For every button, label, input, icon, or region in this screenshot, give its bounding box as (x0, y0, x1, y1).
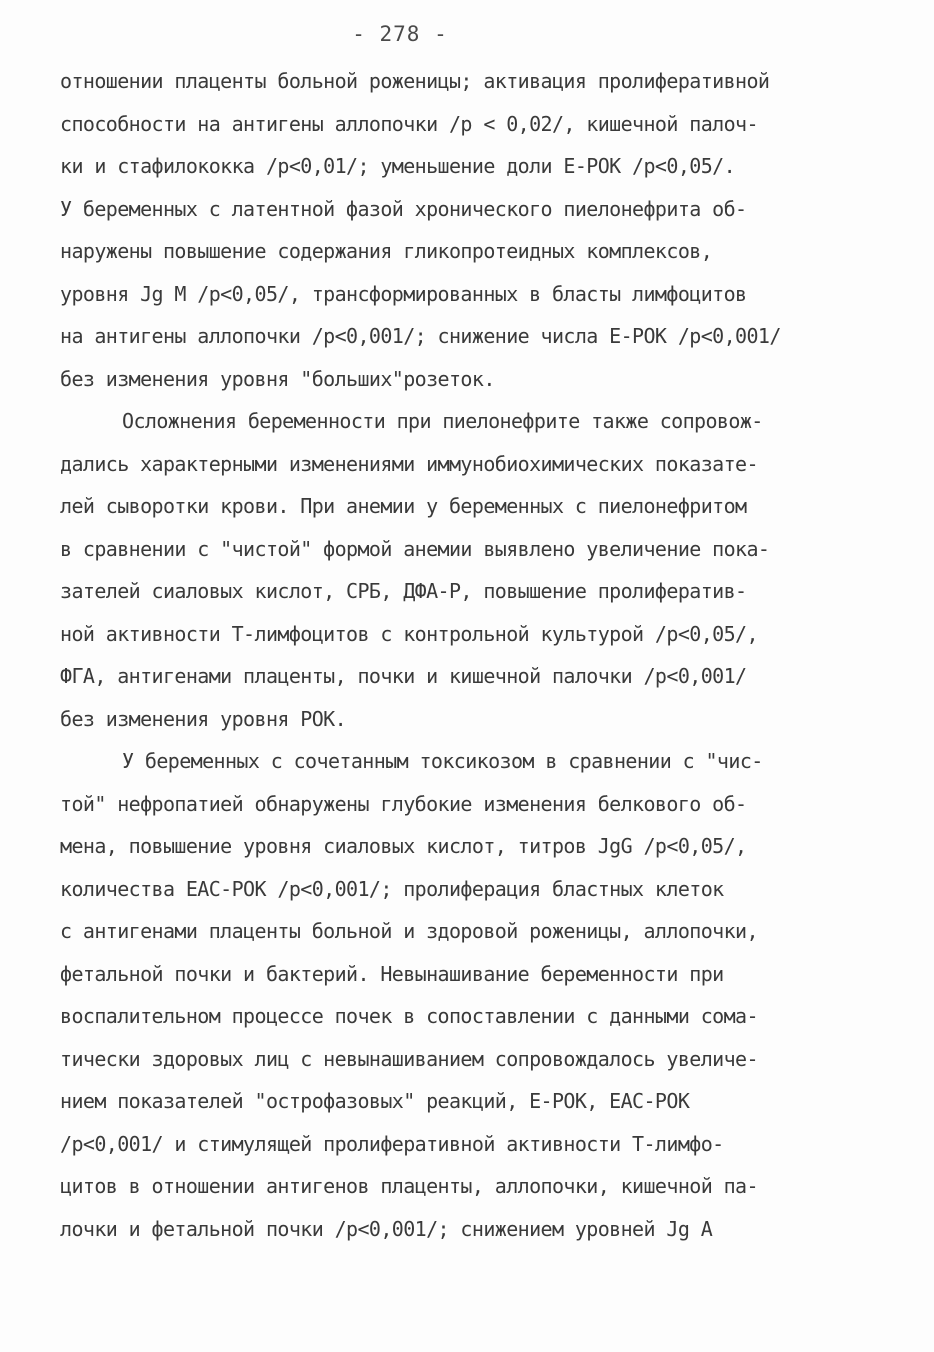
text-line: ФГА, антигенами плаценты, почки и кишечной палочки /р<0,001/ (60, 664, 747, 688)
text-line: У беременных с латентной фазой хронического пиелонефрита об- (60, 196, 747, 221)
text-line: с антигенами плаценты больной и здоровой роженицы, аллопочки, (60, 919, 758, 943)
text-line: той" нефропатией обнаружены глубокие изменения белкового об- (60, 791, 747, 816)
paragraph-first-line: Осложнения беременности при пиелонефрите также сопровож- (122, 409, 763, 433)
text-line: в сравнении с "чистой" формой анемии выявлено увеличение пока- (60, 536, 770, 561)
text-line: тически здоровых лиц с невынашиванием сопровождалось увеличе- (60, 1046, 758, 1071)
text-line: способности на антигены аллопочки /р < 0,02/, кишечной палоч- (60, 111, 758, 136)
text-line: ной активности Т-лимфоцитов с контрольной культурой /р<0,05/, (60, 621, 758, 646)
text-line: наружены повышение содержания гликопротеидных комплексов, (60, 239, 713, 263)
text-line: количества ЕАС-РОК /р<0,001/; пролиферация бластных клеток (60, 876, 724, 901)
paragraph-first-line: У беременных с сочетанным токсикозом в сравнении с "чис- (122, 749, 763, 773)
text-line: воспалительном процессе почек в сопоставлении с данными сома- (60, 1004, 758, 1028)
text-line: фетальной почки и бактерий. Невынашивание беременности при (60, 961, 724, 986)
text-line: дались характерными изменениями иммунобиохимических показате- (60, 451, 758, 476)
text-line: мена, повышение уровня сиаловых кислот, титров JgG /р<0,05/, (60, 834, 747, 858)
text-line: цитов в отношении антигенов плаценты, аллопочки, кишечной па- (60, 1174, 758, 1198)
text-line: лей сыворотки крови. При анемии у беременных с пиелонефритом (60, 494, 747, 518)
text-line: без изменения уровня "больших"розеток. (60, 366, 495, 391)
text-line: без изменения уровня РОК. (60, 706, 347, 731)
text-line: ки и стафилококка /р<0,01/; уменьшение доли Е-РОК /р<0,05/. (60, 154, 736, 178)
text-line: уровня Jg М /р<0,05/, трансформированных в бласты лимфоцитов (60, 281, 747, 306)
text-line: на антигены аллопочки /р<0,001/; снижение числа Е-РОК /р<0,001/ (60, 324, 781, 348)
text-line: /р<0,001/ и стимулящей пролиферативной активности Т-лимфо- (60, 1131, 724, 1156)
text-line: лочки и фетальной почки /р<0,001/; снижением уровней Jg А (60, 1216, 713, 1241)
page-number: - 278 - (352, 22, 448, 46)
text-line: нием показателей "острофазовых" реакций, Е-РОК, ЕАС-РОК (60, 1089, 690, 1113)
text-line: отношении плаценты больной роженицы; активация пролиферативной (60, 69, 770, 93)
body-text (60, 60, 880, 1250)
text-line: зателей сиаловых кислот, СРБ, ДФА-Р, повышение пролифератив- (60, 579, 747, 603)
